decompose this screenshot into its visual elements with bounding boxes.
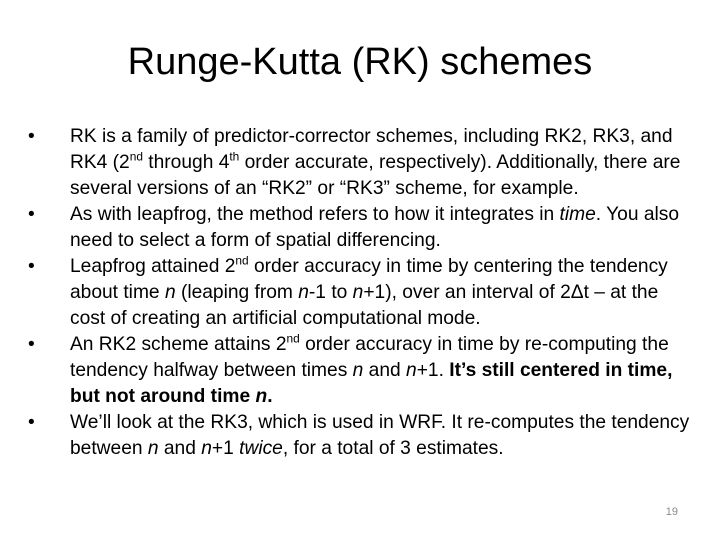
italic-var: n: [406, 360, 417, 381]
bullet-text: Leapfrog attained 2: [70, 256, 236, 277]
bullet-text: through 4: [142, 152, 230, 173]
italic-var: n: [164, 282, 176, 303]
superscript: nd: [129, 149, 143, 164]
italic-var: n: [147, 438, 159, 459]
bullet-text: We’ll look at the RK3, which is used in WRF. It re-computes the tendency between: [70, 412, 690, 459]
bullet-list: [28, 124, 698, 462]
bullet-text: An RK2 scheme attains 2: [70, 334, 287, 355]
bullet-text: As with leapfrog, the method refers to how it integrates in: [70, 204, 560, 225]
bullet-text: (leaping from: [175, 282, 299, 303]
slide-title: Runge-Kutta (RK) schemes: [127, 41, 593, 83]
italic-var: n: [352, 360, 364, 381]
italic-term: time: [559, 204, 596, 225]
bullet-text: , for a total of 3 estimates.: [282, 438, 504, 459]
superscript: th: [229, 149, 240, 164]
bullet-text: order accurate, respectively). Additionally, there are several versions of an “RK2” or “RK3” scheme, for example.: [70, 152, 681, 199]
bullet-item-rk-family: [28, 124, 698, 202]
italic-var: n: [352, 282, 364, 303]
italic-var: n: [255, 386, 268, 407]
italic-term: twice: [239, 438, 283, 459]
superscript: nd: [235, 253, 249, 268]
bold-text-part: It’s still centered in time, but not around time: [70, 360, 673, 407]
bullet-text: -1 to: [308, 282, 353, 303]
superscript: nd: [286, 331, 300, 346]
page-number: 19: [665, 506, 678, 518]
bullet-text: and: [158, 438, 202, 459]
bullet-text: +1: [211, 438, 240, 459]
bullet-item-rk3: [28, 410, 698, 462]
bullet-item-leapfrog-method: [28, 202, 698, 254]
bullet-text: RK is a family of predictor-corrector schemes, including RK2, RK3, and RK4 (2: [70, 126, 673, 173]
italic-var: n: [298, 282, 309, 303]
bold-text-part: .: [267, 386, 273, 407]
bullet-text: +1.: [416, 360, 450, 381]
bullet-text: order accuracy in time by re-computing the tendency halfway between times: [70, 334, 669, 381]
bullet-text: . You also need to select a form of spatial differencing.: [70, 204, 680, 251]
italic-var: n: [201, 438, 212, 459]
bullet-text: +1), over an interval of 2Δt – at the cost of creating an artificial computational mode.: [70, 282, 659, 329]
bullet-item-rk2: [28, 332, 698, 410]
bullet-text: order accuracy in time by centering the tendency about time: [70, 256, 668, 303]
bullet-text: and: [363, 360, 407, 381]
bullet-item-leapfrog-accuracy: [28, 254, 698, 332]
